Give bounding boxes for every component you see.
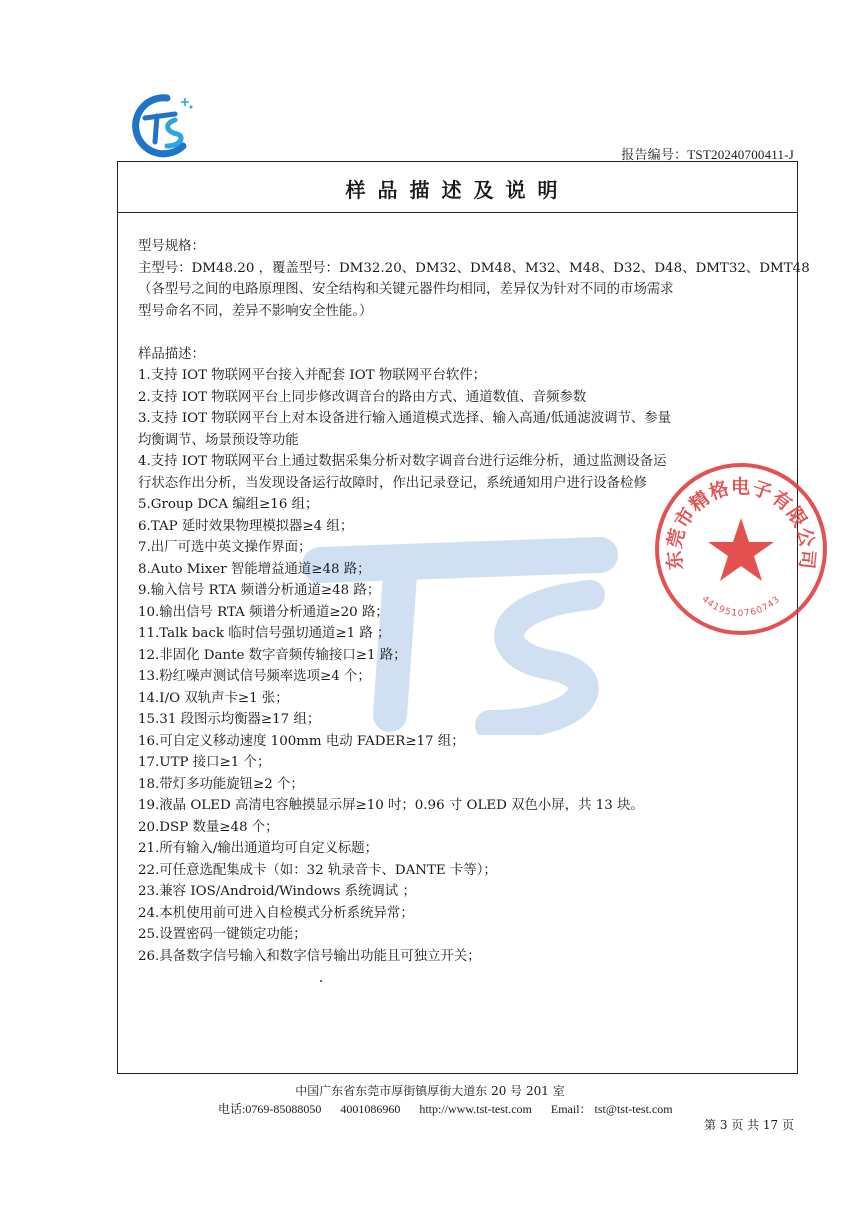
description-line: 1.支持 IOT 物联网平台接入并配套 IOT 物联网平台软件； bbox=[138, 368, 487, 383]
footer-contact bbox=[218, 1100, 689, 1117]
description-line: 24.本机使用前可进入自检模式分析系统异常； bbox=[138, 905, 414, 921]
star-icon bbox=[708, 518, 774, 581]
title-bar bbox=[118, 162, 797, 213]
model-heading: 型号规格： bbox=[138, 239, 205, 254]
description-line: 13.粉红噪声测试信号频率选项≥4 个； bbox=[138, 669, 371, 684]
description-line: 14.I/O 双轨声卡≥1 张； bbox=[138, 690, 289, 706]
description-line: 23.兼容 IOS/Android/Windows 系统调试 ； bbox=[138, 884, 416, 899]
model-note-line: 型号命名不同，差异不影响安全性能。） bbox=[138, 303, 373, 319]
description-line: 19.液晶 OLED 高清电容触摸显示屏≥10 吋；0.96 寸 OLED 双色小屏，共 13 块。 bbox=[138, 798, 644, 813]
svg-text:4419510760743 bbox=[699, 594, 782, 618]
description-line: 4.支持 IOT 物联网平台上通过数据采集分析对数字调音台进行运维分析，通过监测设备运 bbox=[138, 454, 667, 469]
description-line: 7.出厂可选中英文操作界面； bbox=[138, 540, 312, 555]
model-main-line: 主型号：DM48.20 ，覆盖型号：DM32.20、DM32、DM48、M32、M48、D32、D48、DMT32、DMT48 bbox=[138, 260, 810, 276]
company-seal bbox=[652, 460, 830, 638]
description-line: 10.输出信号 RTA 频谱分析通道≥20 路； bbox=[138, 604, 389, 620]
seal-text: 东莞市精格电子有限公司 bbox=[663, 476, 819, 571]
seal-number: 4419510760743 bbox=[699, 594, 783, 619]
description-line: 行状态作出分析，当发现设备运行故障时，作出记录登记，系统通知用户进行设备检修 bbox=[138, 475, 647, 491]
footer-email[interactable]: Email： tst@tst-test.com bbox=[550, 1102, 673, 1116]
report-number: 报告编号：TST20240700411-J bbox=[621, 147, 794, 162]
section-title: 样品描述及说明 bbox=[345, 178, 570, 202]
description-line: 25.设置密码一键锁定功能； bbox=[138, 927, 307, 942]
footer-phone: 电话:0769-85088050 bbox=[218, 1102, 322, 1116]
description-line: 16.可自定义移动速度 100mm 电动 FADER≥17 组； bbox=[138, 733, 465, 749]
description-line: 12.非固化 Dante 数字音频传输接口≥1 路； bbox=[138, 647, 407, 663]
footer-phone2: 4001086960 bbox=[340, 1102, 401, 1116]
description-line: 均衡调节、场景预设等功能 bbox=[138, 432, 299, 448]
description-line: 8.Auto Mixer 智能增益通道≥48 路； bbox=[138, 561, 371, 577]
description-line: 9.输入信号 RTA 频谱分析通道≥48 路； bbox=[138, 583, 381, 598]
description-line: 22.可任意选配集成卡（如：32 轨录音卡、DANTE 卡等）； bbox=[138, 862, 497, 878]
description-line: 26.具备数字信号输入和数字信号输出功能且可独立开关； bbox=[138, 948, 481, 964]
description-line: 15.31 段图示均衡器≥17 组； bbox=[138, 712, 321, 727]
description-line: 3.支持 IOT 物联网平台上对本设备进行输入通道模式选择、输入高通/低通滤波调节、参量 bbox=[138, 411, 672, 426]
stray-dot bbox=[320, 980, 322, 982]
description-line: 2.支持 IOT 物联网平台上同步修改调音台的路由方式、通道数值、音频参数 bbox=[138, 389, 587, 405]
description-line: 21.所有输入/输出通道均可自定义标题； bbox=[138, 841, 379, 856]
tst-logo bbox=[127, 92, 199, 158]
description-line: 5.Group DCA 编组≥16 组； bbox=[138, 497, 319, 512]
model-note-line: （各型号之间的电路原理图、安全结构和关键元器件均相同，差异仅为针对不同的市场需求 bbox=[138, 282, 674, 297]
description-line: 17.UTP 接口≥1 个； bbox=[138, 755, 271, 770]
description-line: 20.DSP 数量≥48 个； bbox=[138, 819, 279, 835]
page-number: 第 3 页 共 17 页 bbox=[704, 1118, 794, 1132]
description-line: 11.Talk back 临时信号强切通道≥1 路 ； bbox=[138, 626, 391, 641]
footer-website[interactable]: http://www.tst-test.com bbox=[419, 1102, 532, 1116]
footer-address: 中国广东省东莞市厚街镇厚街大道东 20 号 201 室 bbox=[295, 1084, 565, 1098]
description-line: 18.带灯多功能旋钮≥2 个； bbox=[138, 776, 304, 792]
description-line: 6.TAP 延时效果物理模拟器≥4 组； bbox=[138, 518, 354, 534]
description-heading: 样品描述： bbox=[138, 346, 205, 362]
